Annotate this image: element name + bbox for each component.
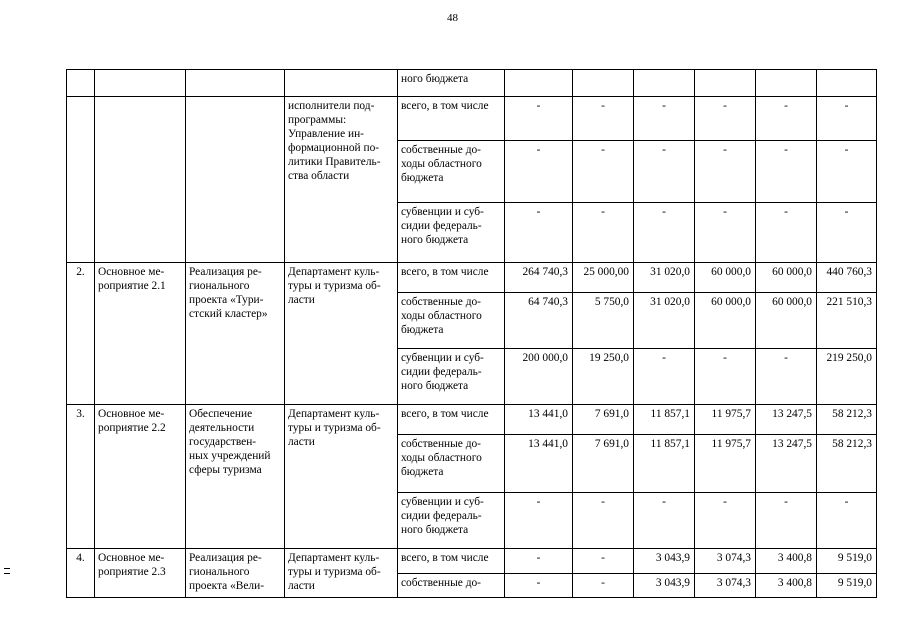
amount-cell <box>817 70 877 97</box>
binding-mark <box>4 568 10 574</box>
amount-cell: - <box>756 493 817 549</box>
amount-cell: 3 400,8 <box>756 549 817 574</box>
amount-cell: 31 020,0 <box>634 293 695 349</box>
row-number: 4. <box>67 549 95 598</box>
amount-cell: 13 441,0 <box>505 435 573 493</box>
funding-source: субвенции и суб- сидии федераль- ного бюджета <box>398 349 505 405</box>
amount-cell: 60 000,0 <box>695 293 756 349</box>
executor-name: исполнители под- программы: Управление ин- формационной по- литики Правитель- ства области <box>285 97 398 263</box>
table-row <box>67 70 877 97</box>
event-name <box>95 70 186 97</box>
funding-source: собственные до- ходы областного бюджета <box>398 435 505 493</box>
amount-cell: - <box>573 549 634 574</box>
amount-cell: 13 247,5 <box>756 405 817 435</box>
amount-cell: 64 740,3 <box>505 293 573 349</box>
project-name: Обеспечение деятельности государствен- ных учреждений сферы туризма <box>186 405 285 549</box>
amount-cell: 440 760,3 <box>817 263 877 293</box>
funding-source: субвенции и суб- сидии федераль- ного бюджета <box>398 493 505 549</box>
amount-cell: - <box>695 349 756 405</box>
amount-cell: 3 074,3 <box>695 549 756 574</box>
amount-cell: - <box>505 549 573 574</box>
amount-cell: - <box>573 97 634 141</box>
executor-name: Департамент куль- туры и туризма об- ласти <box>285 549 398 598</box>
row-number <box>67 70 95 97</box>
amount-cell: 9 519,0 <box>817 574 877 598</box>
amount-cell: - <box>573 203 634 263</box>
amount-cell: - <box>634 349 695 405</box>
amount-cell: 9 519,0 <box>817 549 877 574</box>
amount-cell <box>756 70 817 97</box>
row-number <box>67 97 95 263</box>
amount-cell: - <box>505 203 573 263</box>
amount-cell: 3 043,9 <box>634 574 695 598</box>
amount-cell: 7 691,0 <box>573 405 634 435</box>
amount-cell: - <box>695 141 756 203</box>
amount-cell: 5 750,0 <box>573 293 634 349</box>
budget-table <box>66 69 877 598</box>
amount-cell: - <box>817 141 877 203</box>
table-row <box>67 549 877 574</box>
amount-cell: 19 250,0 <box>573 349 634 405</box>
event-name: Основное ме- роприятие 2.3 <box>95 549 186 598</box>
executor-name: Департамент куль- туры и туризма об- ласти <box>285 405 398 549</box>
amount-cell: 60 000,0 <box>756 293 817 349</box>
amount-cell: - <box>756 349 817 405</box>
amount-cell: 200 000,0 <box>505 349 573 405</box>
funding-source: собственные до- ходы областного бюджета <box>398 141 505 203</box>
funding-source: всего, в том числе <box>398 549 505 574</box>
amount-cell: - <box>695 493 756 549</box>
amount-cell: 60 000,0 <box>756 263 817 293</box>
executor-name: Департамент куль- туры и туризма об- ласти <box>285 263 398 405</box>
executor-name <box>285 70 398 97</box>
amount-cell: 11 857,1 <box>634 435 695 493</box>
amount-cell: - <box>695 203 756 263</box>
amount-cell: - <box>817 493 877 549</box>
amount-cell: 31 020,0 <box>634 263 695 293</box>
event-name: Основное ме- роприятие 2.1 <box>95 263 186 405</box>
amount-cell: 264 740,3 <box>505 263 573 293</box>
amount-cell: - <box>817 203 877 263</box>
amount-cell: - <box>756 203 817 263</box>
event-name: Основное ме- роприятие 2.2 <box>95 405 186 549</box>
amount-cell: - <box>634 493 695 549</box>
amount-cell: - <box>573 574 634 598</box>
amount-cell: 13 247,5 <box>756 435 817 493</box>
amount-cell: 3 400,8 <box>756 574 817 598</box>
amount-cell: - <box>505 97 573 141</box>
funding-source: собственные до- <box>398 574 505 598</box>
amount-cell: 11 975,7 <box>695 405 756 435</box>
row-number: 2. <box>67 263 95 405</box>
amount-cell: - <box>573 493 634 549</box>
table-row <box>67 263 877 293</box>
table-row <box>67 405 877 435</box>
funding-source: собственные до- ходы областного бюджета <box>398 293 505 349</box>
project-name: Реализация ре- гионального проекта «Вели- <box>186 549 285 598</box>
funding-source: всего, в том числе <box>398 405 505 435</box>
event-name <box>95 97 186 263</box>
funding-source: всего, в том числе <box>398 97 505 141</box>
amount-cell <box>695 70 756 97</box>
amount-cell: - <box>505 493 573 549</box>
amount-cell: 60 000,0 <box>695 263 756 293</box>
amount-cell: - <box>817 97 877 141</box>
amount-cell <box>634 70 695 97</box>
amount-cell: 221 510,3 <box>817 293 877 349</box>
funding-source: всего, в том числе <box>398 263 505 293</box>
amount-cell: 3 074,3 <box>695 574 756 598</box>
amount-cell: 58 212,3 <box>817 435 877 493</box>
amount-cell: - <box>634 141 695 203</box>
project-name <box>186 97 285 263</box>
amount-cell: - <box>505 141 573 203</box>
amount-cell: 13 441,0 <box>505 405 573 435</box>
amount-cell: - <box>695 97 756 141</box>
amount-cell: 58 212,3 <box>817 405 877 435</box>
funding-source: ного бюджета <box>398 70 505 97</box>
row-number: 3. <box>67 405 95 549</box>
table-row <box>67 97 877 141</box>
amount-cell: 3 043,9 <box>634 549 695 574</box>
amount-cell: 11 975,7 <box>695 435 756 493</box>
funding-source: субвенции и суб- сидии федераль- ного бюджета <box>398 203 505 263</box>
amount-cell: 25 000,00 <box>573 263 634 293</box>
amount-cell: - <box>505 574 573 598</box>
amount-cell: 11 857,1 <box>634 405 695 435</box>
project-name <box>186 70 285 97</box>
amount-cell: 7 691,0 <box>573 435 634 493</box>
page-number: 48 <box>447 12 458 24</box>
amount-cell: - <box>756 97 817 141</box>
amount-cell: - <box>634 203 695 263</box>
amount-cell <box>573 70 634 97</box>
table-body <box>67 70 877 598</box>
amount-cell <box>505 70 573 97</box>
project-name: Реализация ре- гионального проекта «Тури- стский кластер» <box>186 263 285 405</box>
amount-cell: - <box>573 141 634 203</box>
amount-cell: 219 250,0 <box>817 349 877 405</box>
amount-cell: - <box>756 141 817 203</box>
amount-cell: - <box>634 97 695 141</box>
